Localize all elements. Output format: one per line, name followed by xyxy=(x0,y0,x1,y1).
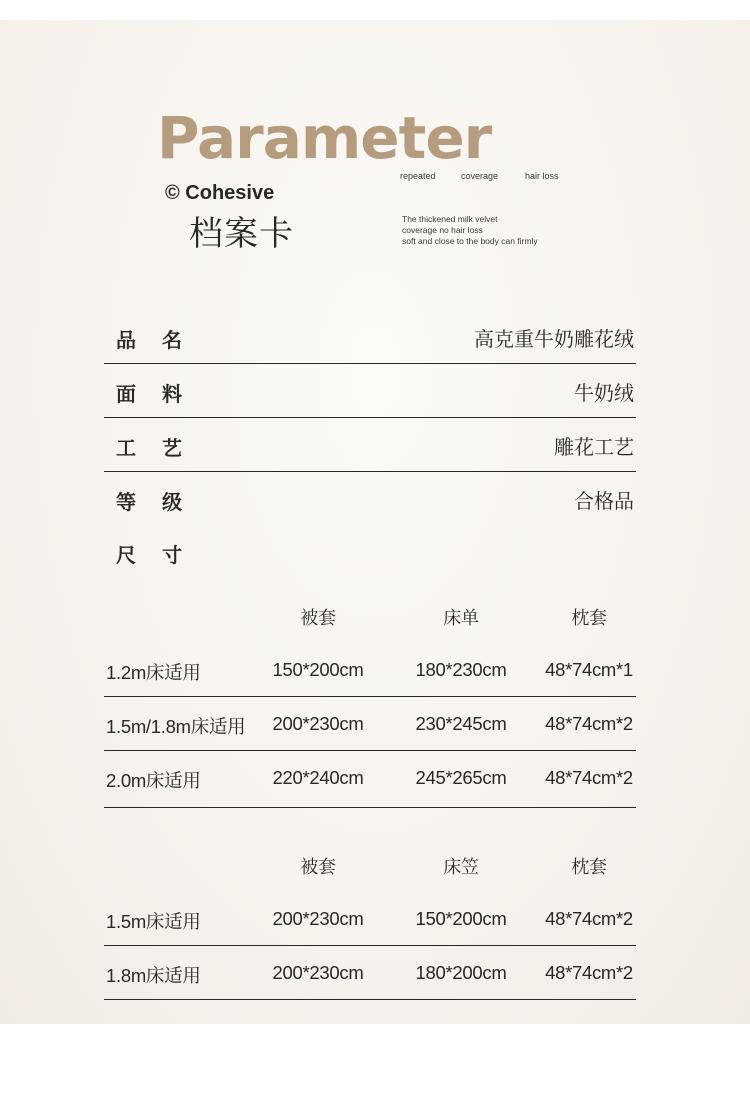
description-line: coverage no hair loss xyxy=(402,225,483,235)
header-duvet-cover: 被套 xyxy=(300,857,336,878)
cell-bed-sheet: 180*230cm xyxy=(415,659,507,680)
param-row-grade xyxy=(104,472,636,525)
cell-bed-sheet: 245*265cm xyxy=(415,767,507,788)
param-row-name xyxy=(104,310,636,364)
header-duvet-cover: 被套 xyxy=(300,608,336,629)
cell-pillowcase: 48*74cm*2 xyxy=(545,962,633,983)
param-row-craft xyxy=(104,418,636,472)
table-row xyxy=(104,697,636,751)
row-bed-size: 1.8m床适用 xyxy=(106,965,201,986)
cell-bed-sheet: 230*245cm xyxy=(415,713,507,734)
table-header xyxy=(104,590,636,643)
header-bed-sheet: 床单 xyxy=(443,608,479,629)
row-bed-size: 1.5m床适用 xyxy=(106,911,201,932)
row-bed-size: 1.5m/1.8m床适用 xyxy=(106,716,246,737)
table-row xyxy=(104,892,636,946)
brand-name: © Cohesive xyxy=(165,182,275,204)
param-value: 高克重牛奶雕花绒 xyxy=(474,327,634,351)
table-row xyxy=(104,643,636,697)
cell-pillowcase: 48*74cm*2 xyxy=(545,713,633,734)
cell-duvet-cover: 150*200cm xyxy=(272,659,364,680)
param-label: 工艺 xyxy=(116,436,208,460)
tag-hair-loss: hair loss xyxy=(525,171,559,181)
table-row xyxy=(104,751,636,808)
cell-duvet-cover: 200*230cm xyxy=(272,908,364,929)
product-description xyxy=(402,214,538,247)
cell-duvet-cover: 200*230cm xyxy=(272,713,364,734)
cell-fitted-sheet: 180*200cm xyxy=(415,962,507,983)
size-table-fitted-sheet xyxy=(104,839,636,1000)
row-bed-size: 1.2m床适用 xyxy=(106,662,201,683)
param-row-size xyxy=(104,525,636,578)
table-header xyxy=(104,839,636,892)
cell-pillowcase: 48*74cm*2 xyxy=(545,908,633,929)
param-label: 等级 xyxy=(116,490,208,514)
param-label: 品名 xyxy=(116,328,208,352)
param-value: 牛奶绒 xyxy=(574,381,634,405)
description-line: soft and close to the body can firmly xyxy=(402,236,538,246)
parameter-card xyxy=(0,20,750,1024)
card-subtitle: 档案卡 xyxy=(189,214,294,254)
header-fitted-sheet: 床笠 xyxy=(443,857,479,878)
table-row xyxy=(104,946,636,1000)
description-line: The thickened milk velvet xyxy=(402,214,498,224)
row-bed-size: 2.0m床适用 xyxy=(106,770,201,791)
tag-repeated: repeated xyxy=(400,171,436,181)
cell-fitted-sheet: 150*200cm xyxy=(415,908,507,929)
cell-pillowcase: 48*74cm*1 xyxy=(545,659,633,680)
size-table-bedsheet xyxy=(104,590,636,808)
param-label: 面料 xyxy=(116,382,208,406)
param-label: 尺寸 xyxy=(116,543,208,567)
page-title: Parameter xyxy=(157,104,492,172)
param-value: 雕花工艺 xyxy=(554,435,634,459)
cell-duvet-cover: 200*230cm xyxy=(272,962,364,983)
param-value: 合格品 xyxy=(574,489,634,513)
header-pillowcase: 枕套 xyxy=(571,857,607,878)
cell-pillowcase: 48*74cm*2 xyxy=(545,767,633,788)
param-row-fabric xyxy=(104,364,636,418)
cell-duvet-cover: 220*240cm xyxy=(272,767,364,788)
tag-coverage: coverage xyxy=(461,171,499,181)
header-pillowcase: 枕套 xyxy=(571,608,607,629)
